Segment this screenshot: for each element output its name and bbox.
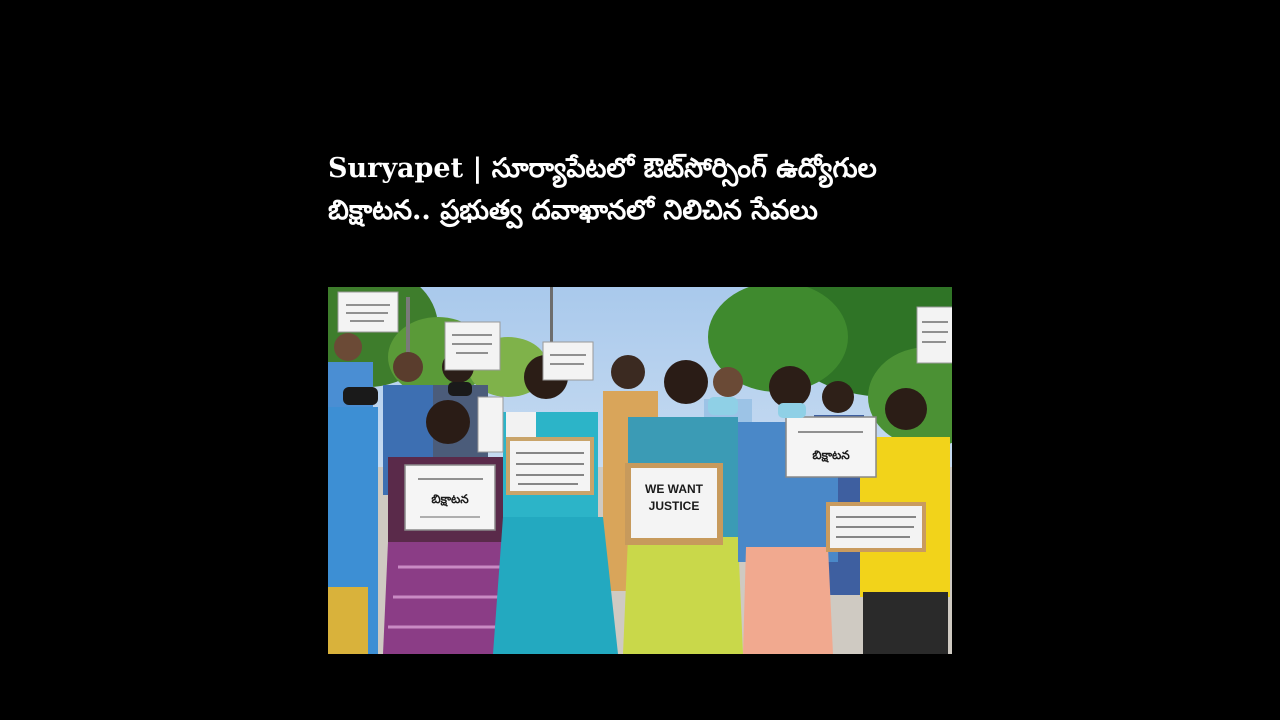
begging-sign-text-2: బిక్షాటన (812, 448, 850, 462)
placard-top-right (917, 307, 952, 363)
justice-sign-line2: JUSTICE (648, 499, 700, 513)
placard-top-center (445, 322, 500, 370)
placard-top-mid (543, 342, 593, 380)
begging-sign-text: బిక్షాటన (431, 492, 469, 506)
placard-teal-woman (506, 437, 594, 495)
protest-photo (328, 287, 952, 654)
placard-blue-woman (786, 417, 876, 477)
placard-begging-left (405, 465, 495, 530)
placard-left-mid (478, 397, 503, 452)
article-headline[interactable]: Suryapet | సూర్యాపేటలో ఔట్‌సోర్సింగ్ ఉద్యోగుల బిక్షాటన.. ప్రభుత్వ దవాఖానలో నిలిచిన సేవలు (328, 153, 877, 226)
justice-sign-line1: WE WANT (645, 482, 703, 496)
woman-left-edge (328, 407, 378, 654)
placard-top-left (338, 292, 398, 332)
placard-justice (625, 463, 723, 545)
placard-right-bottom (826, 502, 926, 552)
